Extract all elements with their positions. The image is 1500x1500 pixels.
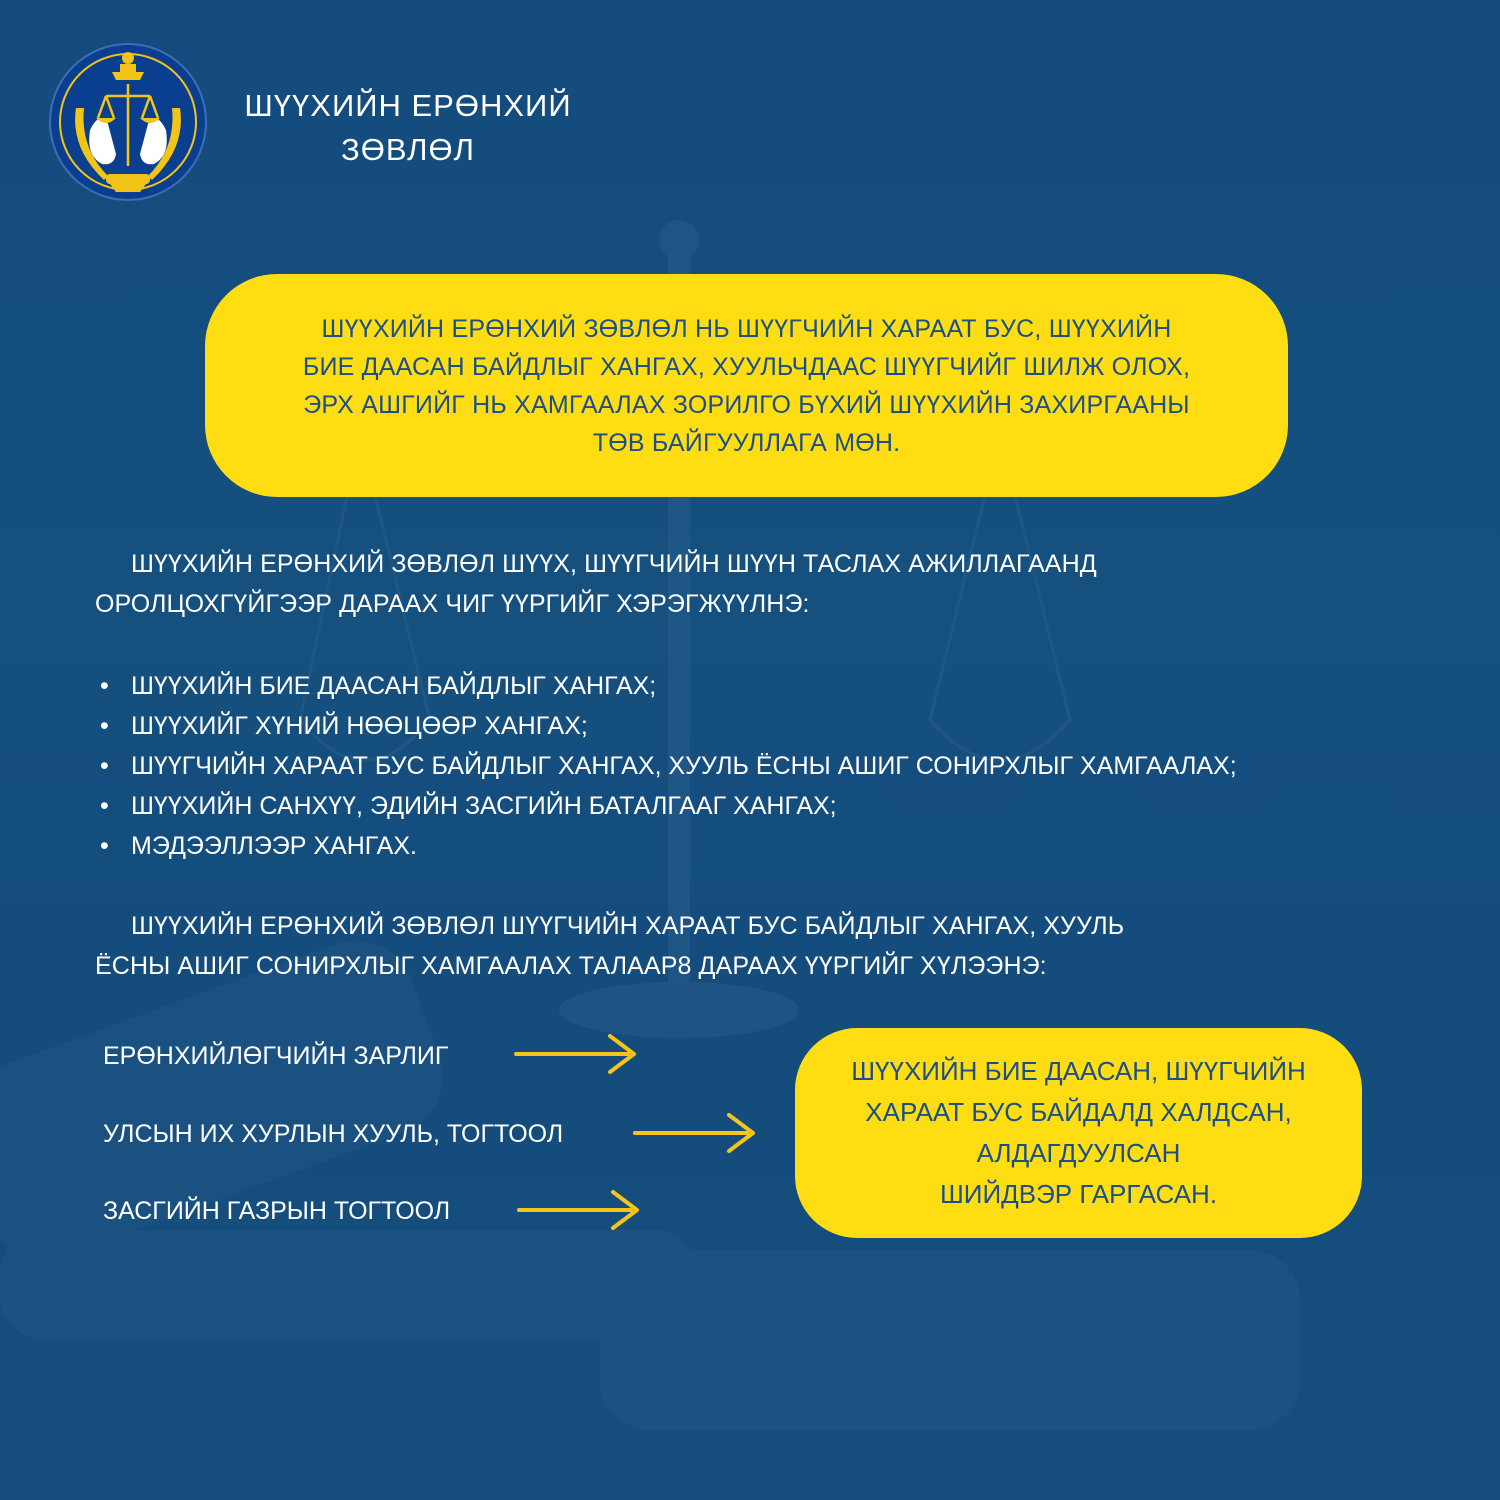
source-presidential-decree: ЕРӨНХИЙЛӨГЧИЙН ЗАРЛИГ [103,1042,449,1070]
list-item [100,826,1237,866]
mission-line: ЭРХ АШГИЙГ НЬ ХАМГААЛАХ ЗОРИЛГО БҮХИЙ ШҮҮХИЙН ЗАХИРГААНЫ [303,390,1190,419]
mission-line: ТӨВ БАЙГУУЛЛАГА МӨН. [592,428,901,457]
duty-text: ШҮҮХИЙН САНХҮҮ, ЭДИЙН ЗАСГИЙН БАТАЛГААГ ХАНГАХ; [131,792,837,820]
obligation-intro-line1: ШҮҮХИЙН ЕРӨНХИЙ ЗӨВЛӨЛ ШҮҮГЧИЙН ХАРААТ БУС БАЙДЛЫГ ХАНГАХ, ХУУЛЬ [131,912,1125,940]
list-item [100,746,1237,786]
obligation-intro-paragraph [95,906,1395,986]
bullet-dot-icon: • [100,792,109,820]
bullet-dot-icon: • [100,712,109,740]
bullet-dot-icon: • [100,672,109,700]
bullet-dot-icon: • [100,752,109,780]
arrow-right-icon [633,1108,763,1158]
duty-text: МЭДЭЭЛЛЭЭР ХАНГАХ. [131,832,417,860]
state-emblem-logo-icon [48,38,208,202]
duties-intro-line1: ШҮҮХИЙН ЕРӨНХИЙ ЗӨВЛӨЛ ШҮҮХ, ШҮҮГЧИЙН ШҮҮН ТАСЛАХ АЖИЛЛАГААНД [131,550,1097,578]
list-item [100,666,1237,706]
mission-line: БИЕ ДААСАН БАЙДЛЫГ ХАНГАХ, ХУУЛЬЧДААС ШҮҮГЧИЙГ ШИЛЖ ОЛОХ, [302,352,1191,381]
result-line: ШИЙДВЭР ГАРГАСАН. [939,1179,1218,1209]
bullet-dot-icon: • [100,832,109,860]
duties-list [100,666,1237,866]
result-line: ШҮҮХИЙН БИЕ ДААСАН, ШҮҮГЧИЙН [851,1056,1306,1086]
source-parliament-law: УЛСЫН ИХ ХУРЛЫН ХУУЛЬ, ТОГТООЛ [103,1120,564,1148]
organization-name-line1: ШҮҮХИЙН ЕРӨНХИЙ [244,88,572,123]
mission-statement-box [205,274,1288,497]
duties-intro-line2: ОРОЛЦОХГҮЙГЭЭР ДАРААХ ЧИГ ҮҮРГИЙГ ХЭРЭГЖҮҮЛНЭ: [95,590,810,618]
mission-line: ШҮҮХИЙН ЕРӨНХИЙ ЗӨВЛӨЛ НЬ ШҮҮГЧИЙН ХАРААТ БУС, ШҮҮХИЙН [321,314,1172,343]
organization-name-line2: ЗӨВЛӨЛ [341,132,475,167]
result-line: ХАРААТ БУС БАЙДАЛД ХАЛДСАН, [865,1097,1292,1127]
arrow-right-icon [514,1029,644,1079]
obligation-intro-line2: ЁСНЫ АШИГ СОНИРХЛЫГ ХАМГААЛАХ ТАЛААР8 ДАРААХ ҮҮРГИЙГ ХҮЛЭЭНЭ: [95,952,1047,980]
organization-name [228,84,588,172]
duty-text: ШҮҮХИЙН БИЕ ДААСАН БАЙДЛЫГ ХАНГАХ; [131,672,657,700]
source-government-resolution: ЗАСГИЙН ГАЗРЫН ТОГТООЛ [103,1197,451,1225]
duties-intro-paragraph [95,544,1395,624]
duty-text: ШҮҮГЧИЙН ХАРААТ БУС БАЙДЛЫГ ХАНГАХ, ХУУЛЬ ЁСНЫ АШИГ СОНИРХЛЫГ ХАМГААЛАХ; [131,752,1237,780]
result-line: АЛДАГДУУЛСАН [976,1138,1181,1168]
duty-text: ШҮҮХИЙГ ХҮНИЙ НӨӨЦӨӨР ХАНГАХ; [131,712,588,740]
list-item [100,706,1237,746]
list-item [100,786,1237,826]
result-box [795,1028,1362,1238]
arrow-right-icon [517,1185,647,1235]
